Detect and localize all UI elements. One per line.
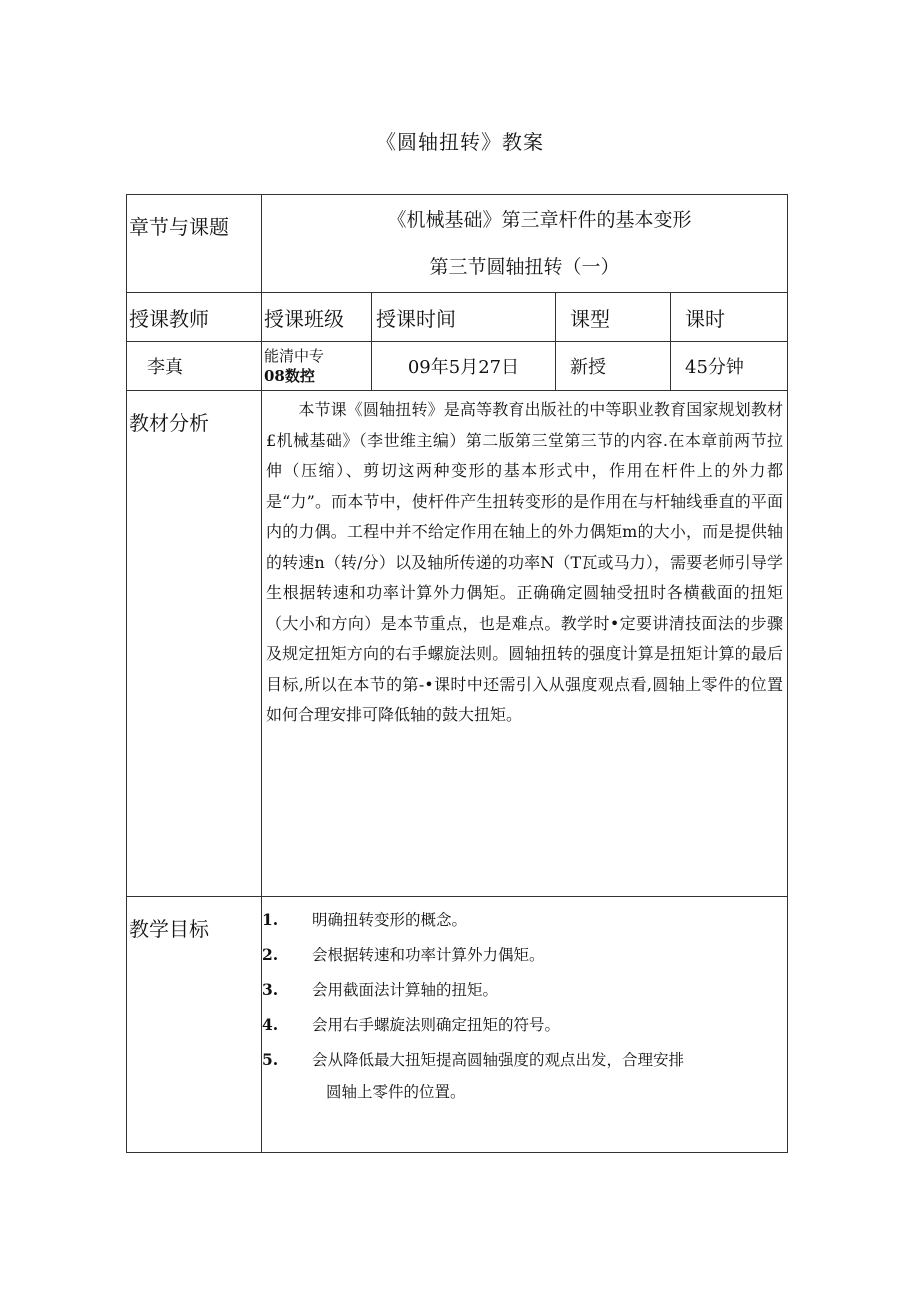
- goal-text: 会用截面法计算轴的扭矩。: [312, 981, 499, 999]
- goal-number: 2.: [262, 945, 279, 964]
- goal-number: 3.: [262, 980, 279, 999]
- goals-row: [127, 897, 788, 1153]
- header-hours: 课时: [671, 293, 788, 342]
- section-title-line: 第三节圆轴扭转（一）: [429, 256, 620, 278]
- chapter-label: 章节与课题: [127, 195, 262, 293]
- goal-item: [262, 1014, 787, 1036]
- analysis-label: 教材分析: [127, 391, 262, 897]
- lesson-type: 新授: [556, 342, 671, 391]
- chapter-content: [262, 195, 788, 293]
- goal-text: 明确扭转变形的概念。: [312, 911, 468, 929]
- lesson-hours: 45分钟: [671, 342, 788, 391]
- analysis-row: [127, 391, 788, 897]
- goal-item: [262, 909, 787, 931]
- header-type: 课型: [556, 293, 671, 342]
- lesson-plan-table: [126, 194, 788, 1153]
- teacher-name: 李真: [127, 342, 262, 391]
- page-title: 《圆轴扭转》教案: [376, 130, 544, 154]
- class-school: 能清中专: [264, 347, 325, 365]
- goal-item: [262, 1049, 787, 1071]
- goal-text: 会用右手螺旋法则确定扭矩的符号。: [312, 1016, 561, 1034]
- goal-text: 会根据转速和功率计算外力偶矩。: [312, 946, 545, 964]
- chapter-row: [127, 195, 788, 293]
- goal-number: 5.: [262, 1050, 279, 1069]
- goal-item: [262, 944, 787, 966]
- analysis-text: 本节课《圆轴扭转》是高等教育出版社的中等职业教育国家规划教材£机械基础》（李世维主编）第二版第三堂第三节的内容.在本章前两节拉伸（压缩）、剪切这两种变形的基本形式中，作用在杆件上的外力都是“力”。而本节中，使杆件产生扭转变形的是作用在与杆轴线垂直的平面内的力偶。工程中并不给定作用在轴上的外力偶矩m的大小，而是提供轴的转速n（转/分）以及轴所传递的功率N（T瓦或马力），需要老师引导学生根据转速和功率计算外力偶矩。正确确定圆轴受扭时各横截面的扭矩（大小和方向）是本节重点，也是难点。教学时•定要讲清技面法的步骤及规定扭矩方向的右手螺旋法则。圆轴扭转的强度计算是扭矩计算的最后目标,所以在本节的第-•课时中还需引入从强度观点看,圆轴上零件的位置如何合理安排可降低轴的鼓大扭矩。: [266, 400, 784, 724]
- header-teacher: 授课教师: [127, 293, 262, 342]
- lesson-date: 09年5月27日: [372, 342, 556, 391]
- goal-number: 4.: [262, 1015, 279, 1034]
- goal-number: 1.: [262, 910, 279, 929]
- header-time: 授课时间: [372, 293, 556, 342]
- chapter-title-line: 《机械基础》第三章杆件的基本变形: [387, 209, 692, 231]
- info-header-row: [127, 293, 788, 342]
- class-major: 08数控: [264, 367, 315, 385]
- class-name: [262, 342, 372, 391]
- goals-label: 教学目标: [127, 897, 262, 1153]
- analysis-content: [262, 391, 788, 897]
- goal-item: [262, 979, 787, 1001]
- goal-text: 会从降低最大扭矩提高圆轴强度的观点出发，合理安排: [312, 1051, 685, 1069]
- info-value-row: [127, 342, 788, 391]
- goals-content: [262, 897, 788, 1153]
- goal-continuation: 圆轴上零件的位置。: [326, 1083, 466, 1101]
- header-class: 授课班级: [262, 293, 372, 342]
